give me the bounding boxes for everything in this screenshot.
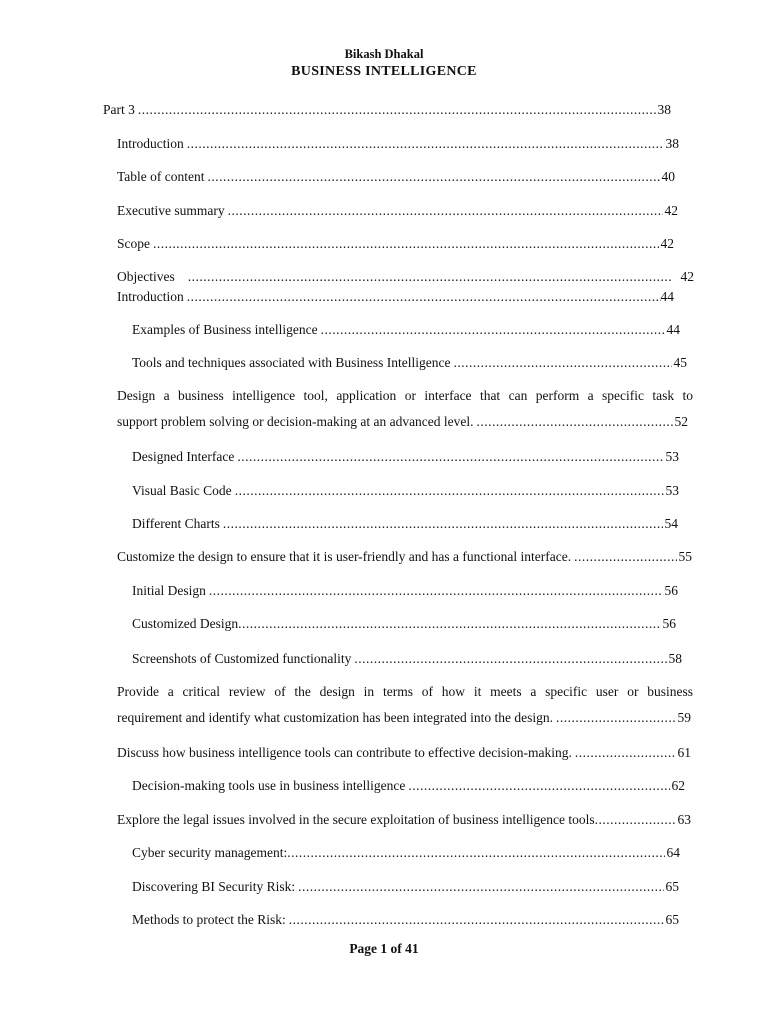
document-title: BUSINESS INTELLIGENCE (291, 64, 477, 79)
toc-entry-scope[interactable] (117, 235, 674, 253)
toc-entry-executive-summary[interactable] (117, 202, 678, 220)
toc-entry-page: 59 (677, 710, 691, 725)
toc-entry-critical-review[interactable] (117, 679, 693, 731)
toc-entry-label: Different Charts (132, 516, 220, 531)
toc-entry-label: Customize the design to ensure that it is user-friendly and has a functional interface. (117, 549, 572, 564)
toc-entry-page: 63 (677, 812, 691, 827)
toc-entry-cyber-security[interactable] (132, 844, 680, 862)
toc-entry-different-charts[interactable] (132, 515, 678, 533)
toc-entry-page: 44 (666, 322, 680, 337)
toc-dot-leader (287, 844, 664, 862)
toc-dot-leader (223, 515, 663, 533)
toc-entry-page: 64 (666, 845, 680, 860)
toc-entry-label: Introduction (117, 289, 184, 304)
toc-entry-page: 65 (665, 879, 679, 894)
toc-entry-page: 38 (657, 102, 671, 117)
toc-entry-bi-security-risk[interactable] (132, 878, 679, 896)
toc-entry-label: Visual Basic Code (132, 483, 232, 498)
toc-dot-leader (477, 409, 673, 435)
toc-entry-part-3[interactable] (103, 101, 671, 119)
toc-entry-legal-issues[interactable] (117, 811, 691, 829)
toc-entry-label: Examples of Business intelligence (132, 322, 318, 337)
toc-entry-design-bi-tool[interactable] (117, 383, 693, 435)
toc-entry-label: Screenshots of Customized functionality (132, 651, 352, 666)
toc-entry-label: Scope (117, 236, 150, 251)
toc-entry-page: 40 (661, 169, 675, 184)
toc-entry-page: 62 (671, 778, 685, 793)
toc-entry-page: 42 (664, 203, 678, 218)
toc-entry-label: Objectives (117, 269, 175, 284)
toc-entry-label: Initial Design (132, 583, 206, 598)
toc-entry-label: Discovering BI Security Risk: (132, 879, 296, 894)
toc-entry-page: 44 (660, 289, 674, 304)
toc-entry-introduction[interactable] (117, 135, 679, 153)
toc-entry-page: 53 (665, 483, 679, 498)
toc-dot-leader (408, 777, 669, 795)
toc-entry-label: Introduction (117, 136, 184, 151)
toc-entry-decision-making-tools[interactable] (132, 777, 685, 795)
toc-entry-examples-bi[interactable] (132, 321, 680, 339)
toc-entry-tools-techniques[interactable] (132, 354, 687, 372)
toc-dot-leader (321, 321, 665, 339)
toc-entry-page: 45 (673, 355, 687, 370)
toc-dot-leader (298, 878, 663, 896)
toc-dot-leader (238, 615, 660, 633)
toc-entry-label-line-1: Design a business intelligence tool, application or interface that can perform a specific task to (117, 388, 693, 403)
toc-entry-page: 54 (664, 516, 678, 531)
toc-entry-label: Customized Design (132, 616, 239, 631)
toc-dot-leader (574, 548, 676, 566)
toc-entry-customize-design[interactable] (117, 548, 692, 566)
toc-dot-leader (153, 235, 659, 253)
toc-dot-leader (453, 354, 671, 372)
toc-entry-objectives[interactable] (117, 268, 694, 286)
toc-dot-leader (208, 168, 660, 186)
toc-entry-label-line-1: Provide a critical review of the design in terms of how it meets a specific user or business (117, 684, 693, 699)
toc-entry-page: 58 (668, 651, 682, 666)
toc-entry-page: 52 (674, 414, 688, 429)
toc-dot-leader (188, 268, 671, 286)
toc-entry-label: Tools and techniques associated with Business Intelligence (132, 355, 451, 370)
toc-entry-page: 61 (677, 745, 691, 760)
toc-entry-page: 42 (680, 269, 694, 284)
toc-entry-page: 56 (664, 583, 678, 598)
toc-entry-table-of-content[interactable] (117, 168, 675, 186)
toc-dot-leader (235, 482, 664, 500)
toc-entry-customized-design[interactable] (132, 615, 676, 633)
toc-entry-designed-interface[interactable] (132, 448, 679, 466)
toc-entry-initial-design[interactable] (132, 582, 678, 600)
toc-entry-protect-risk[interactable] (132, 911, 679, 929)
toc-dot-leader (138, 101, 656, 119)
toc-entry-page: 53 (665, 449, 679, 464)
toc-entry-label: Discuss how business intelligence tools can contribute to effective decision-making. (117, 745, 572, 760)
toc-entry-page: 55 (678, 549, 692, 564)
toc-dot-leader (556, 705, 676, 731)
toc-entry-discuss-bi-tools[interactable] (117, 744, 691, 762)
toc-entry-page: 65 (665, 912, 679, 927)
toc-entry-page: 42 (660, 236, 674, 251)
toc-entry-label: Decision-making tools use in business intelligence (132, 778, 406, 793)
toc-entry-line-2 (117, 705, 691, 731)
author-name: Bikash Dhakal (344, 47, 424, 61)
toc-dot-leader (289, 911, 664, 929)
page-number-footer: Page 1 of 41 (349, 941, 419, 956)
toc-entry-label: Part 3 (103, 102, 135, 117)
toc-entry-introduction-2[interactable] (117, 288, 674, 306)
toc-entry-visual-basic-code[interactable] (132, 482, 679, 500)
toc-dot-leader (187, 288, 661, 306)
toc-entry-label-line-2: requirement and identify what customization has been integrated into the design. (117, 710, 553, 725)
toc-dot-leader (354, 650, 666, 668)
toc-entry-label-line-2: support problem solving or decision-making at an advanced level. (117, 414, 474, 429)
toc-entry-label: Explore the legal issues involved in the secure exploitation of business intelligence tools (117, 812, 595, 827)
toc-entry-label: Cyber security management: (132, 845, 288, 860)
toc-entry-label: Executive summary (117, 203, 225, 218)
toc-entry-page: 38 (665, 136, 679, 151)
toc-entry-label: Methods to protect the Risk: (132, 912, 286, 927)
toc-entry-screenshots[interactable] (132, 650, 682, 668)
toc-dot-leader (228, 202, 663, 220)
toc-dot-leader (575, 744, 676, 762)
toc-dot-leader (187, 135, 664, 153)
toc-entry-label: Designed Interface (132, 449, 235, 464)
toc-dot-leader (595, 811, 676, 829)
toc-entry-page: 56 (662, 616, 676, 631)
toc-dot-leader (237, 448, 663, 466)
toc-entry-line-2 (117, 409, 688, 435)
toc-entry-label: Table of content (117, 169, 205, 184)
toc-dot-leader (209, 582, 663, 600)
